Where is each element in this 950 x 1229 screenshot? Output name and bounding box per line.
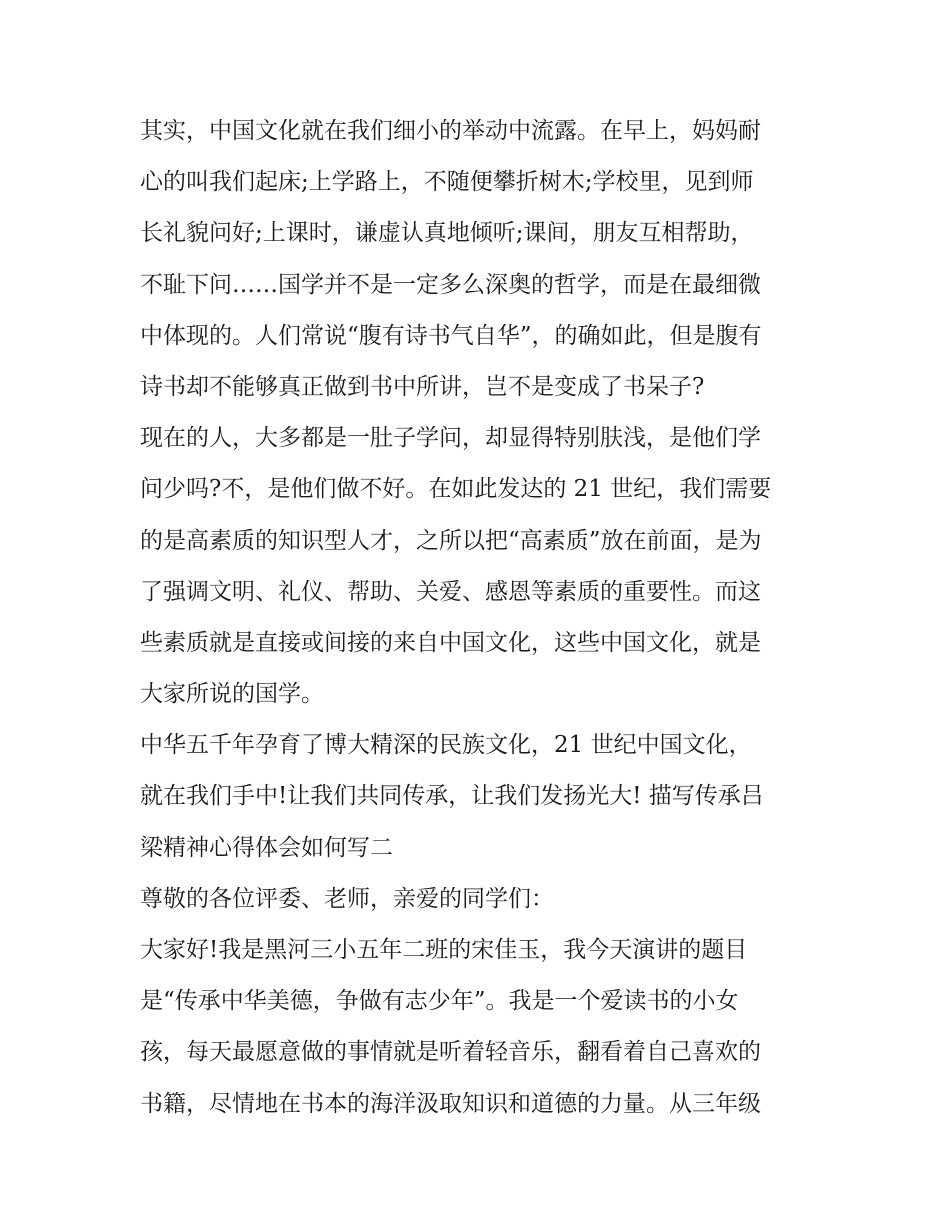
text-line: 些素质就是直接或间接的来自中国文化，这些中国文化，就是 — [140, 629, 761, 656]
text-line: 的是高素质的知识型人才，之所以把“高素质”放在前面，是为 — [140, 527, 762, 554]
text-line: 了强调文明、礼仪、帮助、关爱、感恩等素质的重要性。而这 — [140, 578, 761, 605]
text-line: 尊敬的各位评委、老师，亲爱的同学们： — [140, 885, 554, 912]
text-line: 书籍，尽情地在书本的海洋汲取知识和道德的力量。从三年级 — [140, 1090, 761, 1117]
text-line: 大家好!我是黑河三小五年二班的宋佳玉，我今天演讲的题目 — [140, 937, 748, 963]
text-line: 大家所说的国学。 — [140, 681, 324, 708]
text-line: 不耻下问……国学并不是一定多么深奥的哲学，而是在最细微 — [140, 271, 761, 298]
text-line: 梁精神心得体会如何写二 — [140, 834, 393, 861]
text-line: 问少吗?不，是他们做不好。在如此发达的 21 世纪，我们需要 — [140, 476, 772, 503]
text-line: 中华五千年孕育了博大精深的民族文化，21 世纪中国文化， — [140, 732, 752, 759]
text-line: 就在我们手中!让我们共同传承，让我们发扬光大! 描写传承吕 — [140, 783, 764, 810]
text-line: 是“传承中华美德，争做有志少年”。我是一个爱读书的小女 — [140, 988, 739, 1015]
document-body — [140, 106, 820, 1130]
text-line: 中体现的。人们常说“腹有诗书气自华”，的确如此，但是腹有 — [140, 322, 762, 349]
text-line: 诗书却不能够真正做到书中所讲，岂不是变成了书呆子? — [140, 373, 705, 400]
text-line: 孩，每天最愿意做的事情就是听着轻音乐，翻看着自己喜欢的 — [140, 1039, 761, 1066]
text-line: 长礼貌问好;上课时，谦虚认真地倾听;课间，朋友互相帮助， — [140, 220, 754, 247]
text-line: 其实，中国文化就在我们细小的举动中流露。在早上，妈妈耐 — [140, 118, 761, 144]
text-line: 心的叫我们起床;上学路上，不随便攀折树木;学校里，见到师 — [140, 169, 754, 196]
text-line: 现在的人，大多都是一肚子学问，却显得特别肤浅，是他们学 — [140, 425, 761, 452]
